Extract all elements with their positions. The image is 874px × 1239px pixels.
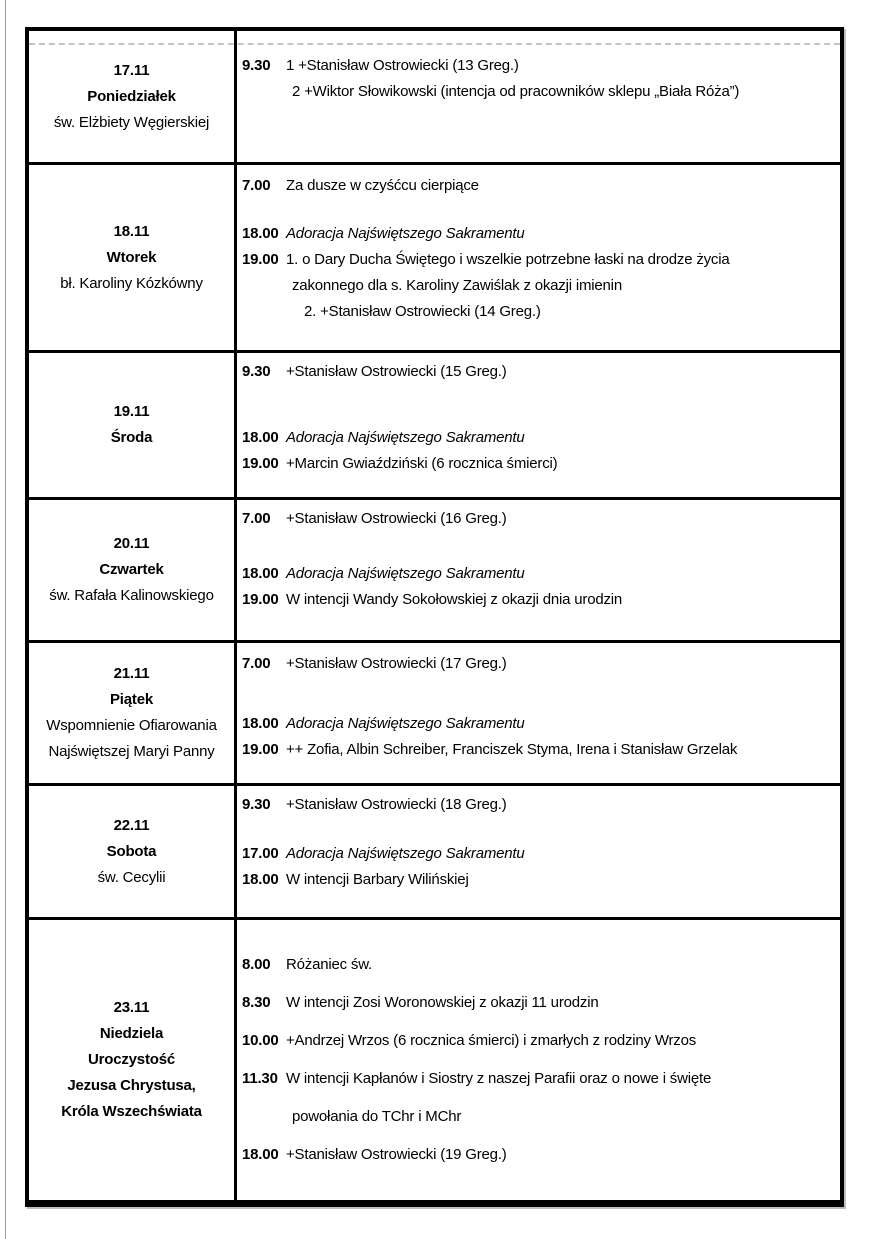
mass-intention: Adoracja Najświętszego Sakramentu [286, 225, 525, 242]
mass-intention: 2 +Wiktor Słowikowski (intencja od pracowników sklepu „Biała Róża”) [292, 83, 740, 100]
day-label-line: św. Cecylii [97, 868, 166, 886]
day-label-line: Środa [110, 429, 153, 446]
mass-entry [242, 79, 836, 105]
mass-entry [242, 299, 836, 325]
mass-time: 17.00 [242, 845, 279, 862]
day-label-line: Niedziela [99, 1025, 164, 1042]
mass-entry [242, 1142, 836, 1168]
table-row [29, 162, 840, 350]
day-label-line: 20.11 [113, 535, 150, 552]
day-label-line: 19.11 [113, 403, 150, 420]
table-row [29, 783, 840, 917]
mass-intention: 1 +Stanisław Ostrowiecki (13 Greg.) [286, 57, 519, 74]
mass-time: 18.00 [242, 225, 279, 242]
mass-entry [242, 1028, 836, 1054]
mass-intention: W intencji Wandy Sokołowskiej z okazji dnia urodzin [286, 591, 623, 608]
page-edge-line [5, 0, 6, 1239]
mass-intention: Adoracja Najświętszego Sakramentu [286, 715, 525, 732]
day-label-line: św. Rafała Kalinowskiego [49, 587, 214, 604]
table-row [29, 640, 840, 783]
day-label-line: Najświętszej Maryi Panny [48, 743, 215, 760]
date-cell [29, 165, 237, 350]
mass-time: 9.30 [242, 363, 271, 380]
mass-entry [242, 867, 836, 893]
day-label-line: 21.11 [113, 665, 150, 682]
mass-entry [242, 273, 836, 299]
mass-intention: powołania do TChr i MChr [292, 1108, 462, 1125]
mass-intention: +Stanisław Ostrowiecki (19 Greg.) [286, 1146, 507, 1163]
mass-entry [242, 506, 836, 532]
mass-entry [242, 737, 836, 763]
day-label-line: 22.11 [113, 816, 150, 834]
table-row [29, 350, 840, 497]
mass-time: 8.30 [242, 994, 271, 1011]
day-label-line: Poniedziałek [87, 87, 176, 105]
mass-entry [242, 1066, 836, 1092]
intentions-cell [237, 353, 840, 497]
mass-intention: Różaniec św. [286, 956, 372, 973]
day-label-line: 23.11 [113, 999, 150, 1016]
mass-time: 9.30 [242, 796, 271, 813]
mass-intention: Adoracja Najświętszego Sakramentu [286, 565, 525, 582]
mass-time: 19.00 [242, 251, 279, 268]
date-cell [29, 920, 237, 1200]
intentions-cell [237, 500, 840, 640]
mass-intention: Za dusze w czyśćcu cierpiące [286, 177, 479, 194]
day-label-line: Piątek [110, 691, 153, 708]
date-cell [29, 643, 237, 783]
mass-entry [242, 651, 836, 677]
mass-time: 10.00 [242, 1032, 279, 1049]
mass-entry [242, 561, 836, 587]
mass-time: 19.00 [242, 455, 279, 472]
mass-intention: W intencji Zosi Woronowskiej z okazji 11 urodzin [286, 994, 599, 1011]
mass-time: 7.00 [242, 655, 271, 672]
mass-entry [242, 173, 836, 199]
mass-intention: +Stanisław Ostrowiecki (16 Greg.) [286, 510, 507, 527]
mass-entry [242, 359, 836, 385]
mass-intention: W intencji Barbary Wilińskiej [286, 871, 469, 888]
intentions-cell [237, 643, 840, 783]
table-row [29, 497, 840, 640]
mass-time: 18.00 [242, 871, 279, 888]
mass-entry [242, 990, 836, 1016]
mass-time: 18.00 [242, 429, 279, 446]
intentions-cell [237, 786, 840, 917]
day-label-line: bł. Karoliny Kózkówny [60, 274, 203, 292]
mass-entry [242, 451, 836, 477]
mass-entry [242, 221, 836, 247]
date-cell [29, 500, 237, 640]
mass-intention: +Stanisław Ostrowiecki (15 Greg.) [286, 363, 507, 380]
mass-time: 7.00 [242, 510, 271, 527]
mass-time: 9.30 [242, 57, 271, 74]
mass-intention: W intencji Kapłanów i Siostry z naszej Parafii oraz o nowe i święte [286, 1070, 712, 1087]
mass-entry [242, 792, 836, 818]
day-label-line: Sobota [106, 842, 157, 860]
intentions-cell [237, 920, 840, 1200]
mass-intentions-table [25, 27, 844, 1207]
mass-entry [242, 53, 836, 79]
mass-intention: 1. o Dary Ducha Świętego i wszelkie potrzebne łaski na drodze życia [286, 251, 730, 268]
mass-intention: +Andrzej Wrzos (6 rocznica śmierci) i zmarłych z rodziny Wrzos [286, 1032, 697, 1049]
intentions-cell [237, 31, 840, 162]
mass-entry [242, 952, 836, 978]
table-row [29, 31, 840, 162]
mass-entry [242, 841, 836, 867]
mass-intention: +Marcin Gwiaździński (6 rocznica śmierci) [286, 455, 558, 472]
mass-intention: 2. +Stanisław Ostrowiecki (14 Greg.) [304, 303, 541, 320]
mass-time: 11.30 [242, 1070, 278, 1087]
day-label-line: 18.11 [113, 222, 150, 240]
mass-intention: Adoracja Najświętszego Sakramentu [286, 845, 525, 862]
mass-intention: +Stanisław Ostrowiecki (17 Greg.) [286, 655, 507, 672]
mass-time: 18.00 [242, 565, 279, 582]
date-cell [29, 786, 237, 917]
mass-time: 18.00 [242, 715, 279, 732]
date-cell [29, 31, 237, 162]
day-label-line: Króla Wszechświata [61, 1103, 202, 1120]
mass-entry [242, 587, 836, 613]
mass-time: 7.00 [242, 177, 271, 194]
day-label-line: Czwartek [99, 561, 164, 578]
intentions-cell [237, 165, 840, 350]
mass-time: 18.00 [242, 1146, 279, 1163]
date-cell [29, 353, 237, 497]
mass-time: 19.00 [242, 741, 279, 758]
mass-intention: zakonnego dla s. Karoliny Zawiślak z okazji imienin [292, 277, 622, 294]
mass-time: 19.00 [242, 591, 279, 608]
day-label-line: Wtorek [106, 248, 157, 266]
mass-entry [242, 247, 836, 273]
day-label-line: Wspomnienie Ofiarowania [46, 717, 217, 734]
day-label-line: 17.11 [113, 61, 150, 79]
mass-entry [242, 711, 836, 737]
mass-intention: +Stanisław Ostrowiecki (18 Greg.) [286, 796, 507, 813]
mass-entry [242, 425, 836, 451]
mass-intention: Adoracja Najświętszego Sakramentu [286, 429, 525, 446]
mass-time: 8.00 [242, 956, 271, 973]
day-label-line: Jezusa Chrystusa, [67, 1077, 196, 1094]
mass-entry [242, 1104, 836, 1130]
day-label-line: św. Elżbiety Węgierskiej [53, 113, 210, 131]
table-row [29, 917, 840, 1200]
mass-intention: ++ Zofia, Albin Schreiber, Franciszek Styma, Irena i Stanisław Grzelak [286, 741, 738, 758]
day-label-line: Uroczystość [87, 1051, 175, 1068]
